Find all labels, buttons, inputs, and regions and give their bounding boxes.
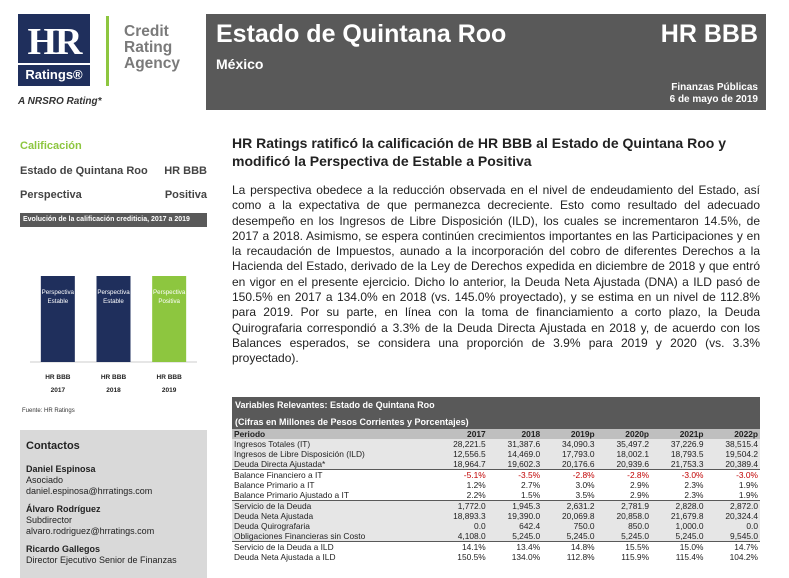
contacts-heading: Contactos bbox=[26, 440, 80, 452]
chart-bar-label: HR BBB bbox=[156, 374, 182, 381]
table-row bbox=[232, 439, 760, 449]
table-cell: 20,939.6 bbox=[597, 459, 651, 470]
table-cell: -2.8% bbox=[597, 470, 651, 481]
table-cell: 3.5% bbox=[575, 490, 595, 500]
table-cell: 19,602.3 bbox=[488, 459, 542, 470]
agency-line-1: Credit bbox=[124, 23, 169, 40]
table-cell: 115.9% bbox=[621, 552, 650, 562]
sector-date bbox=[670, 82, 758, 106]
chart-bar-label: HR BBB bbox=[45, 374, 71, 381]
contact-email[interactable]: daniel.espinosa@hrratings.com bbox=[26, 486, 153, 496]
agency-line-3: Agency bbox=[124, 55, 180, 72]
table-cell: 14.7% bbox=[706, 542, 761, 553]
table-row bbox=[232, 552, 760, 562]
table-cell: -3.5% bbox=[488, 470, 542, 481]
table-cell: 134.0% bbox=[511, 552, 541, 562]
chart-bar-inner-label: Perspectiva bbox=[97, 289, 130, 296]
table-row-label: Ingresos de Libre Disposición (ILD) bbox=[232, 449, 433, 459]
table-cell: 750.0 bbox=[542, 521, 596, 531]
table-cell: 150.5% bbox=[457, 552, 486, 562]
table-cell: 12,556.5 bbox=[433, 449, 487, 459]
rating-row-value: HR BBB bbox=[164, 165, 207, 177]
table-cell: 104.2% bbox=[729, 552, 758, 562]
table-cell: 5,245.0 bbox=[542, 531, 596, 542]
table-row bbox=[232, 542, 760, 553]
chart-bar-inner-label: Positiva bbox=[158, 298, 181, 305]
report-date: 6 de mayo de 2019 bbox=[669, 94, 758, 105]
rating-row-label: Estado de Quintana Roo bbox=[20, 165, 148, 177]
contact-card bbox=[26, 504, 201, 537]
chart-bar-inner-label: Estable bbox=[103, 298, 124, 305]
table-header-year: 2022p bbox=[706, 429, 761, 439]
variables-table bbox=[232, 429, 760, 562]
table-cell: 18,893.3 bbox=[433, 511, 487, 521]
table-cell: 2.7% bbox=[521, 480, 541, 490]
table-row-label: Servicio de la Deuda bbox=[232, 501, 433, 512]
table-row bbox=[232, 521, 760, 531]
table-cell: 1.5% bbox=[521, 490, 541, 500]
table-header-year: 2018 bbox=[488, 429, 542, 439]
table-cell: 18,793.5 bbox=[651, 449, 705, 459]
table-header-year: 2017 bbox=[433, 429, 487, 439]
table-cell: 13.4% bbox=[488, 542, 542, 553]
rating-row-label: Perspectiva bbox=[20, 189, 82, 201]
table-row-label: Deuda Directa Ajustada* bbox=[232, 459, 433, 470]
table-cell: 2,828.0 bbox=[651, 501, 705, 512]
table-row-label: Servicio de la Deuda a ILD bbox=[232, 542, 433, 553]
table-cell: 20,324.4 bbox=[706, 511, 761, 521]
table-cell: 21,679.8 bbox=[651, 511, 705, 521]
table-row bbox=[232, 531, 760, 542]
table-body bbox=[232, 439, 760, 562]
table-cell: 15.5% bbox=[597, 542, 651, 553]
hr-ratings-logo bbox=[18, 14, 90, 86]
table-cell: 2,631.2 bbox=[542, 501, 596, 512]
contact-role: Asociado bbox=[26, 475, 64, 485]
table-row bbox=[232, 480, 760, 490]
table-row bbox=[232, 490, 760, 501]
table-cell: 21,753.3 bbox=[651, 459, 705, 470]
report-header bbox=[206, 14, 766, 110]
table-cell: 2.2% bbox=[466, 490, 486, 500]
table-cell: 20,389.4 bbox=[706, 459, 761, 470]
chart-bar-inner-label: Perspectiva bbox=[41, 289, 74, 296]
contact-name: Ricardo Gallegos bbox=[26, 544, 101, 554]
table-cell: 2.9% bbox=[629, 480, 650, 490]
table-cell: 20,069.8 bbox=[542, 511, 596, 521]
table-cell: 18,002.1 bbox=[597, 449, 651, 459]
table-cell: -5.1% bbox=[433, 470, 487, 481]
table-cell: 20,858.0 bbox=[597, 511, 651, 521]
table-cell: 1.2% bbox=[466, 480, 486, 490]
table-cell: 850.0 bbox=[597, 521, 651, 531]
table-row-label: Obligaciones Financieras sin Costo bbox=[232, 531, 433, 542]
contact-name: Daniel Espinosa bbox=[26, 464, 96, 474]
table-cell: 35,497.2 bbox=[597, 439, 651, 449]
table-cell: 4,108.0 bbox=[433, 531, 487, 542]
table-header-year: 2020p bbox=[597, 429, 651, 439]
table-cell: 0.0 bbox=[706, 521, 761, 531]
table-cell: 14.8% bbox=[542, 542, 596, 553]
agency-wordmark bbox=[124, 24, 180, 72]
table-header-period: Periodo bbox=[232, 429, 433, 439]
header-rating: HR BBB bbox=[660, 20, 758, 48]
table-cell: 642.4 bbox=[488, 521, 542, 531]
table-cell: 2.3% bbox=[684, 480, 704, 490]
logo-divider-bar bbox=[18, 63, 90, 65]
table-cell: -3.0% bbox=[706, 470, 761, 481]
table-cell: 1,945.3 bbox=[488, 501, 542, 512]
table-cell: 19,504.2 bbox=[706, 449, 761, 459]
table-cell: 0.0 bbox=[433, 521, 487, 531]
table-cell: 112.8% bbox=[566, 552, 595, 562]
table-cell: 15.0% bbox=[651, 542, 705, 553]
evolution-chart-title: Evolución de la calificación crediticia, 2017 a 2019 bbox=[20, 213, 207, 227]
table-row-label: Deuda Quirografaria bbox=[232, 521, 433, 531]
nrsro-tagline: A NRSRO Rating* bbox=[18, 96, 102, 107]
body-paragraph: La perspectiva obedece a la reducción observada en el nivel de endeudamiento del Estado, así como a la expectativa de que permanezca decreciente. Esto como resultado del adecuado desempeño en los Ingresos de Libre Disposición (ILD), los cuales se incrementaron 14.5%, de 2017 a 2018. Asimismo, se espera continúen crecimientos importantes en las Participaciones y en la recaudación de Impuestos, aunado a la incorporación del cobro de diferentes Derechos a la Hacienda del Estado, derivado de la Ley de Derechos expedida en diciembre de 2018 y que entró en vigor en el presente ejercicio. Dicho lo anterior, la Deuda Neta Ajustada (DNA) a ILD pasó de 150.5% en 2017 a 134.0% en 2018 (vs. 145.0% proyectado), y se estima en un nivel de 112.8% para 2019. Por su parte, en línea con la toma de financiamiento a corto plazo, la Deuda Quirografaria correspondió a 3.3% de la Deuda Directa Ajustada en 2018 y, de acuerdo con los Balances esperados, se considera una proporción de 3.9% para 2019 y 2020 (vs. 3.3% proyectado). bbox=[232, 183, 760, 366]
table-cell: 2,781.9 bbox=[597, 501, 651, 512]
table-cell: 19,390.0 bbox=[488, 511, 542, 521]
table-row bbox=[232, 449, 760, 459]
table-cell: 2.3% bbox=[684, 490, 704, 500]
table-cell: 28,221.5 bbox=[433, 439, 487, 449]
variables-table-block bbox=[232, 397, 760, 562]
table-row-label: Deuda Neta Ajustada bbox=[232, 511, 433, 521]
chart-bar-label: HR BBB bbox=[100, 374, 127, 381]
table-header-row bbox=[232, 429, 760, 439]
table-row bbox=[232, 459, 760, 470]
table-row bbox=[232, 470, 760, 481]
chart-category-label: 2019 bbox=[161, 387, 177, 394]
country-label: México bbox=[216, 56, 264, 72]
chart-source: Fuente: HR Ratings bbox=[22, 408, 75, 414]
table-cell: 1,772.0 bbox=[433, 501, 487, 512]
rating-row-outlook bbox=[20, 189, 207, 201]
table-cell: 14.1% bbox=[433, 542, 487, 553]
table-cell: 1,000.0 bbox=[651, 521, 705, 531]
table-row bbox=[232, 501, 760, 512]
table-cell: 37,226.9 bbox=[651, 439, 705, 449]
table-cell: 14,469.0 bbox=[488, 449, 542, 459]
logo-hr-text: HR bbox=[27, 21, 81, 63]
table-cell: 18,964.7 bbox=[433, 459, 487, 470]
contacts-panel bbox=[20, 430, 207, 578]
table-cell: 20,176.6 bbox=[542, 459, 596, 470]
chart-category-label: 2017 bbox=[50, 387, 66, 394]
table-cell: 1.9% bbox=[738, 490, 758, 500]
table-row-label: Ingresos Totales (IT) bbox=[232, 439, 433, 449]
contact-card bbox=[26, 464, 201, 497]
table-row-label: Balance Primario a IT bbox=[234, 480, 315, 490]
rating-row-issuer bbox=[20, 165, 207, 177]
table-cell: -2.8% bbox=[542, 470, 596, 481]
table-cell: 17,793.0 bbox=[542, 449, 596, 459]
table-cell: 5,245.0 bbox=[488, 531, 542, 542]
agency-line-2: Rating bbox=[124, 39, 173, 56]
chart-category-label: 2018 bbox=[106, 387, 121, 394]
contact-email[interactable]: alvaro.rodriguez@hrratings.com bbox=[26, 526, 155, 536]
table-row-label: Deuda Neta Ajustada a ILD bbox=[234, 552, 336, 562]
chart-bar-inner-label: Perspectiva bbox=[153, 289, 186, 296]
sector-label: Finanzas Públicas bbox=[671, 82, 758, 93]
table-row-label: Balance Financiero a IT bbox=[232, 470, 433, 481]
table-cell: 9,545.0 bbox=[706, 531, 761, 542]
contact-role: Subdirector bbox=[26, 515, 73, 525]
table-cell: 3.0% bbox=[575, 480, 595, 490]
logo-ratings-text: Ratings® bbox=[25, 67, 83, 82]
contact-name: Álvaro Rodríguez bbox=[26, 504, 101, 514]
table-cell: 5,245.0 bbox=[597, 531, 651, 542]
table-header-year: 2021p bbox=[651, 429, 705, 439]
table-header-year: 2019p bbox=[542, 429, 596, 439]
contact-role: Director Ejecutivo Senior de Finanzas bbox=[26, 555, 177, 565]
table-cell: 34,090.3 bbox=[542, 439, 596, 449]
table-row-label: Balance Primario Ajustado a IT bbox=[234, 490, 349, 500]
table-cell: -3.0% bbox=[651, 470, 705, 481]
logo-green-divider bbox=[106, 16, 109, 86]
rating-row-value: Positiva bbox=[164, 189, 207, 201]
table-subtitle: (Cifras en Millones de Pesos Corrientes y Porcentajes) bbox=[232, 414, 760, 429]
calificacion-heading: Calificación bbox=[20, 140, 82, 152]
table-row bbox=[232, 511, 760, 521]
table-cell: 2,872.0 bbox=[706, 501, 761, 512]
table-cell: 1.9% bbox=[738, 480, 758, 490]
table-cell: 5,245.0 bbox=[651, 531, 705, 542]
table-cell: 31,387.6 bbox=[488, 439, 542, 449]
table-cell: 2.9% bbox=[629, 490, 650, 500]
issuer-title: Estado de Quintana Roo bbox=[216, 20, 507, 48]
contact-card bbox=[26, 544, 201, 566]
chart-bar-inner-label: Estable bbox=[47, 298, 69, 305]
table-title: Variables Relevantes: Estado de Quintana Roo bbox=[232, 397, 760, 414]
table-cell: 38,515.4 bbox=[706, 439, 761, 449]
headline: HR Ratings ratificó la calificación de HR BBB al Estado de Quintana Roo y modificó la Perspectiva de Estable a Positiva bbox=[232, 135, 726, 169]
rating-evolution-chart bbox=[20, 228, 207, 403]
table-cell: 115.4% bbox=[675, 552, 704, 562]
